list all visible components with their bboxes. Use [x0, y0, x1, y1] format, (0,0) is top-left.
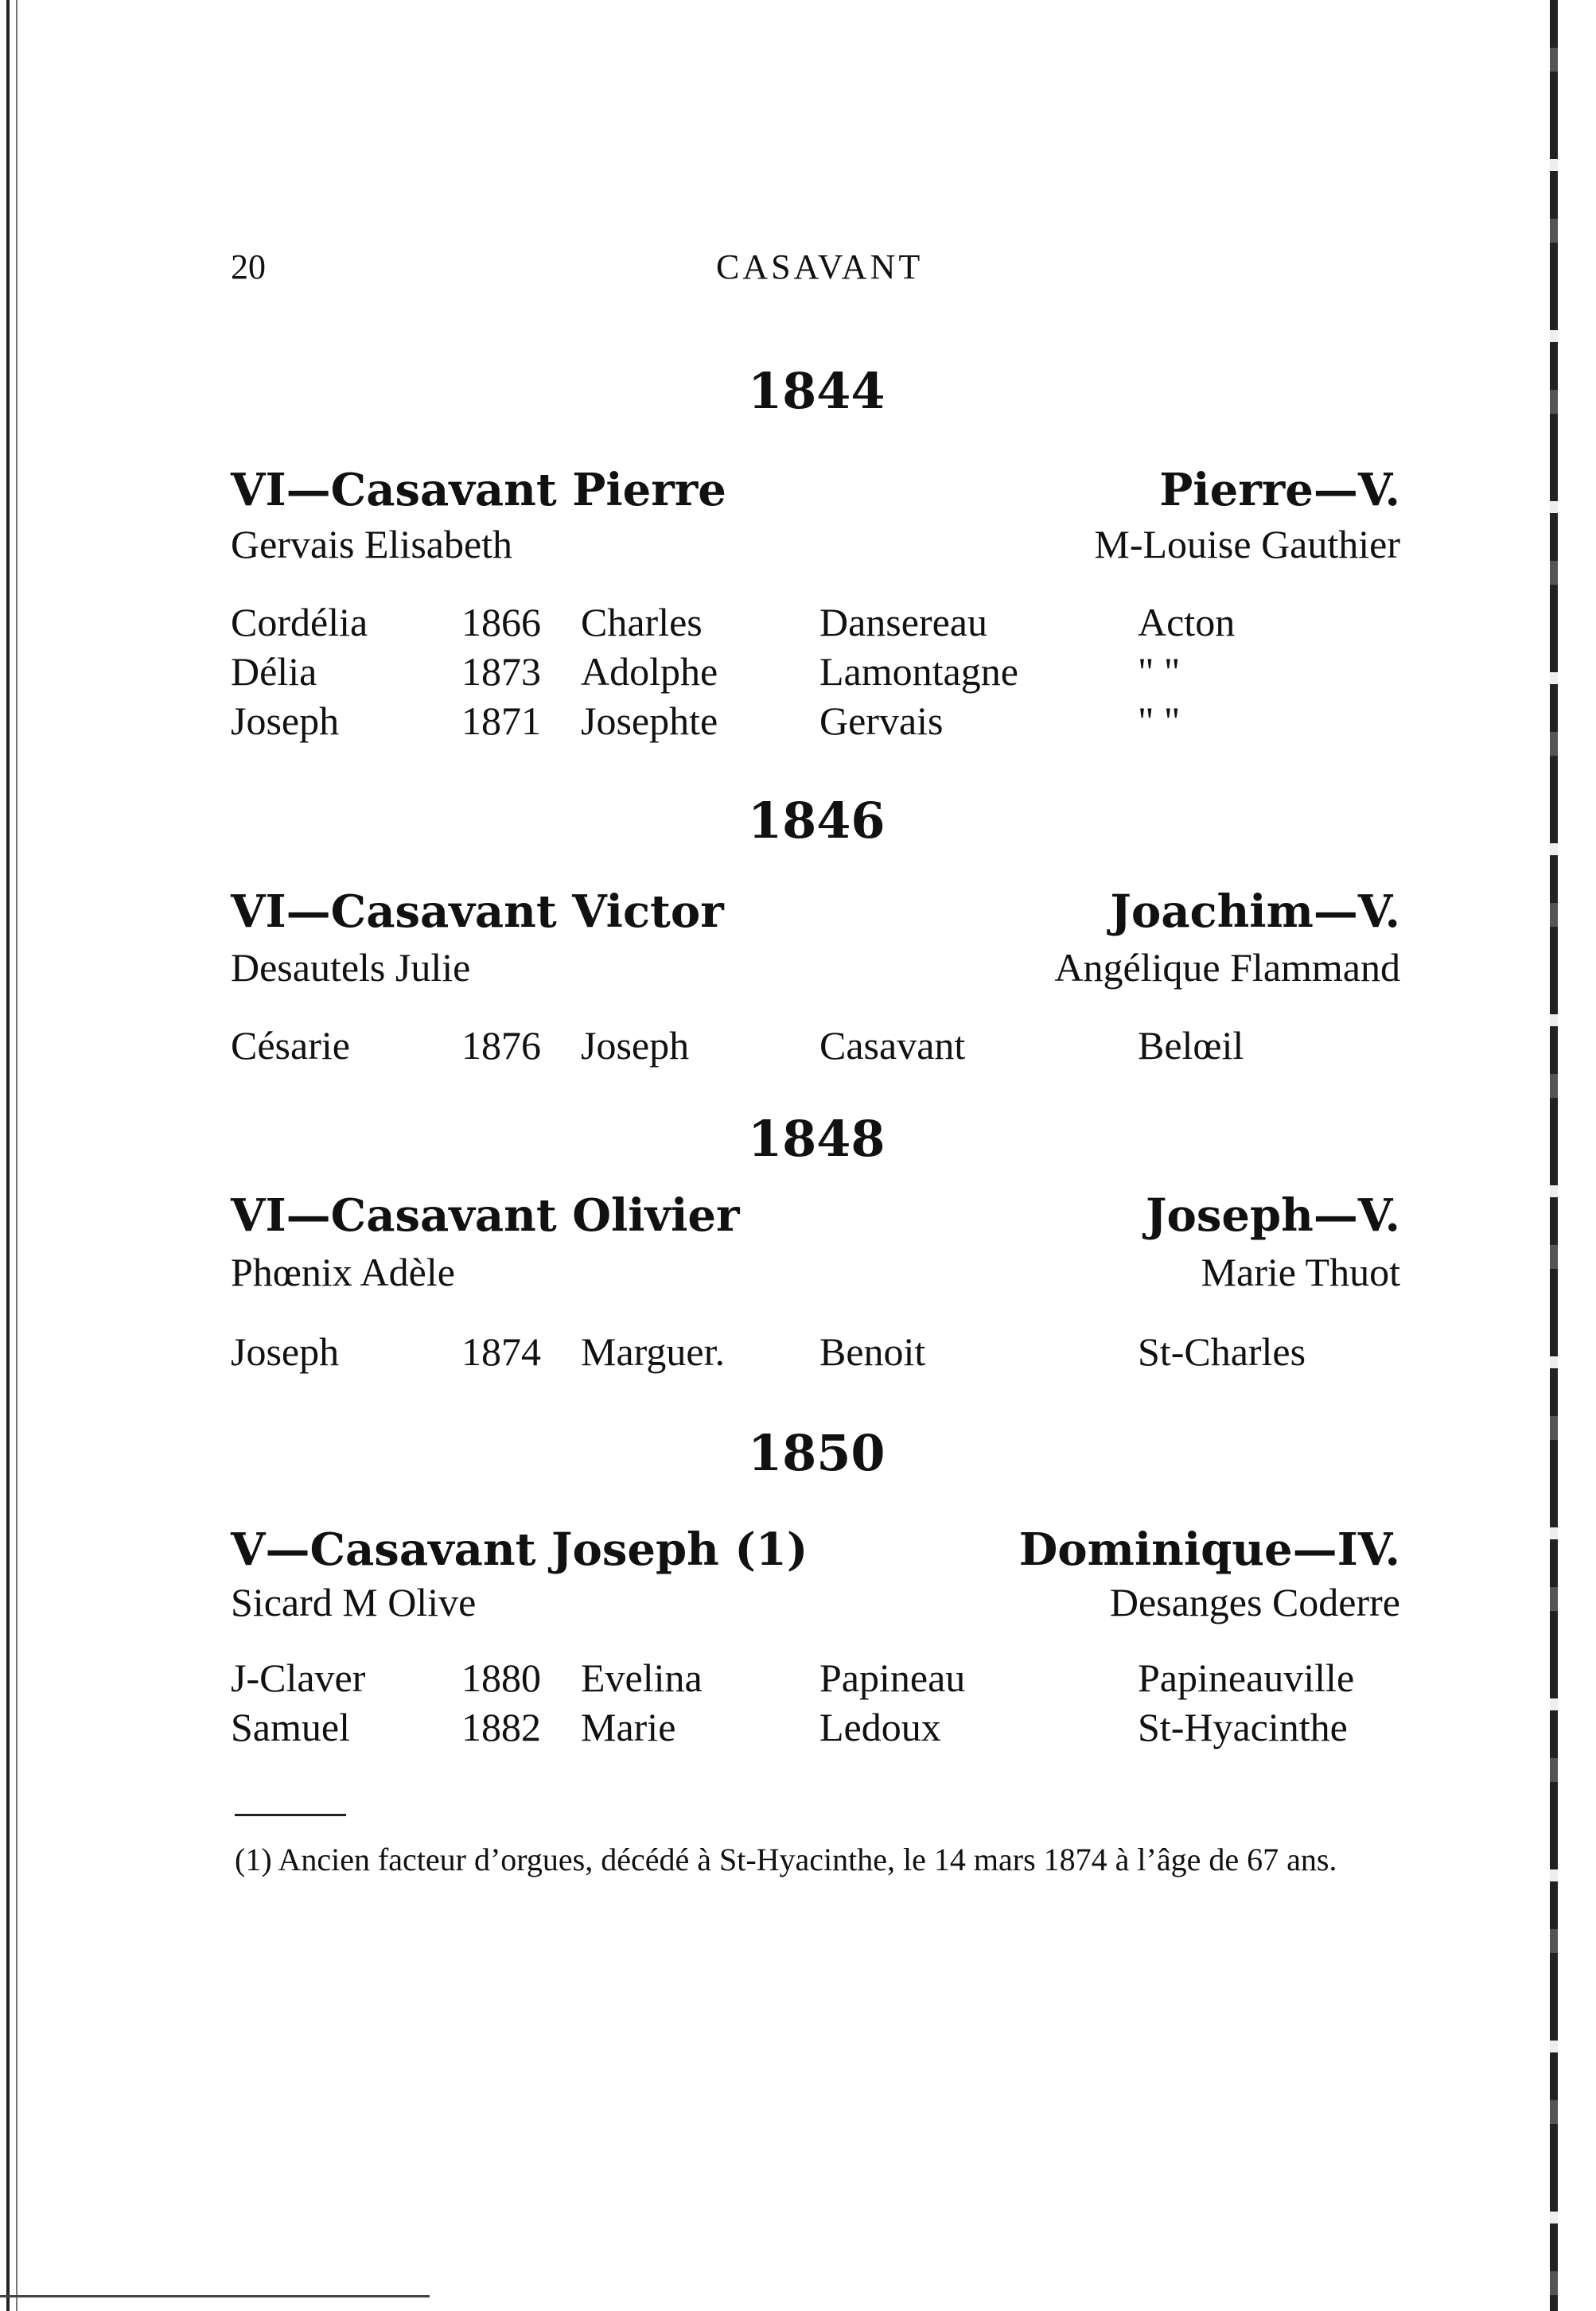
entry-year: 1846: [748, 792, 886, 850]
husband-father: Dominique—IV.: [1018, 1523, 1400, 1576]
wife-mother: M-Louise Gauthier: [1094, 522, 1400, 566]
child-marriage-year: 1866: [461, 600, 541, 644]
page-edge-bottom: [0, 2295, 430, 2297]
child-name: J-Claver: [231, 1655, 366, 1700]
child-marriage-year: 1882: [461, 1705, 541, 1749]
wife-name: Gervais Elisabeth: [231, 522, 513, 566]
husband-father: Joseph—V.: [1145, 1189, 1400, 1242]
page-edge-left-inner: [16, 0, 18, 2311]
child-marriage-year: 1880: [461, 1655, 541, 1700]
entry-year: 1850: [748, 1424, 886, 1482]
spouse-first-name: Adolphe: [581, 649, 718, 694]
marriage-place: " ": [1138, 649, 1181, 694]
wife-mother: Marie Thuot: [1201, 1250, 1400, 1294]
marriage-place: Papineauville: [1138, 1655, 1355, 1700]
child-marriage-year: 1874: [461, 1329, 541, 1374]
entry-year: 1848: [748, 1110, 886, 1168]
spouse-first-name: Evelina: [581, 1655, 703, 1700]
page-edge-left: [6, 0, 10, 2311]
page-edge-right: [1550, 0, 1558, 2311]
child-name: Délia: [231, 649, 317, 694]
marriage-place: St-Hyacinthe: [1138, 1705, 1348, 1749]
wife-mother: Desanges Coderre: [1109, 1580, 1400, 1624]
husband-name: VI—Casavant Victor: [231, 885, 724, 938]
spouse-first-name: Marie: [581, 1705, 676, 1749]
child-name: Cordélia: [231, 600, 368, 644]
wife-name: Desautels Julie: [231, 945, 471, 990]
child-marriage-year: 1873: [461, 649, 541, 694]
husband-name: V—Casavant Joseph (1): [231, 1523, 808, 1576]
spouse-last-name: Gervais: [819, 698, 944, 743]
spouse-last-name: Ledoux: [819, 1705, 941, 1749]
entry-year: 1844: [748, 362, 886, 420]
spouse-last-name: Papineau: [819, 1655, 966, 1700]
wife-name: Sicard M Olive: [231, 1580, 477, 1624]
footnote: (1) Ancien facteur d’orgues, décédé à St-Hyacinthe, le 14 mars 1874 à l’âge de 67 ans.: [235, 1842, 1337, 1877]
husband-father: Joachim—V.: [1110, 885, 1400, 938]
child-marriage-year: 1876: [461, 1023, 541, 1068]
child-name: Césarie: [231, 1023, 350, 1068]
husband-name: VI—Casavant Olivier: [231, 1189, 740, 1242]
wife-name: Phœnix Adèle: [231, 1250, 455, 1294]
page-header: [231, 247, 1400, 294]
child-name: Joseph: [231, 698, 340, 743]
footnote-rule: [235, 1814, 346, 1816]
spouse-first-name: Josephte: [581, 698, 718, 743]
page-number: 20: [231, 247, 266, 286]
spouse-last-name: Benoit: [819, 1329, 926, 1374]
spouse-last-name: Dansereau: [819, 600, 987, 644]
husband-father: Pierre—V.: [1159, 464, 1400, 516]
spouse-first-name: Charles: [581, 600, 703, 644]
spouse-last-name: Casavant: [819, 1023, 966, 1068]
spouse-first-name: Joseph: [581, 1023, 690, 1068]
spouse-last-name: Lamontagne: [819, 649, 1018, 694]
spouse-first-name: Marguer.: [581, 1329, 725, 1374]
husband-name: VI—Casavant Pierre: [231, 464, 726, 516]
child-marriage-year: 1871: [461, 698, 541, 743]
marriage-place: Acton: [1138, 600, 1236, 644]
child-name: Samuel: [231, 1705, 350, 1749]
marriage-place: " ": [1138, 698, 1181, 743]
marriage-place: Belœil: [1138, 1023, 1244, 1068]
marriage-place: St-Charles: [1138, 1329, 1306, 1374]
running-head: CASAVANT: [716, 247, 924, 286]
child-name: Joseph: [231, 1329, 340, 1374]
wife-mother: Angélique Flammand: [1054, 945, 1400, 990]
